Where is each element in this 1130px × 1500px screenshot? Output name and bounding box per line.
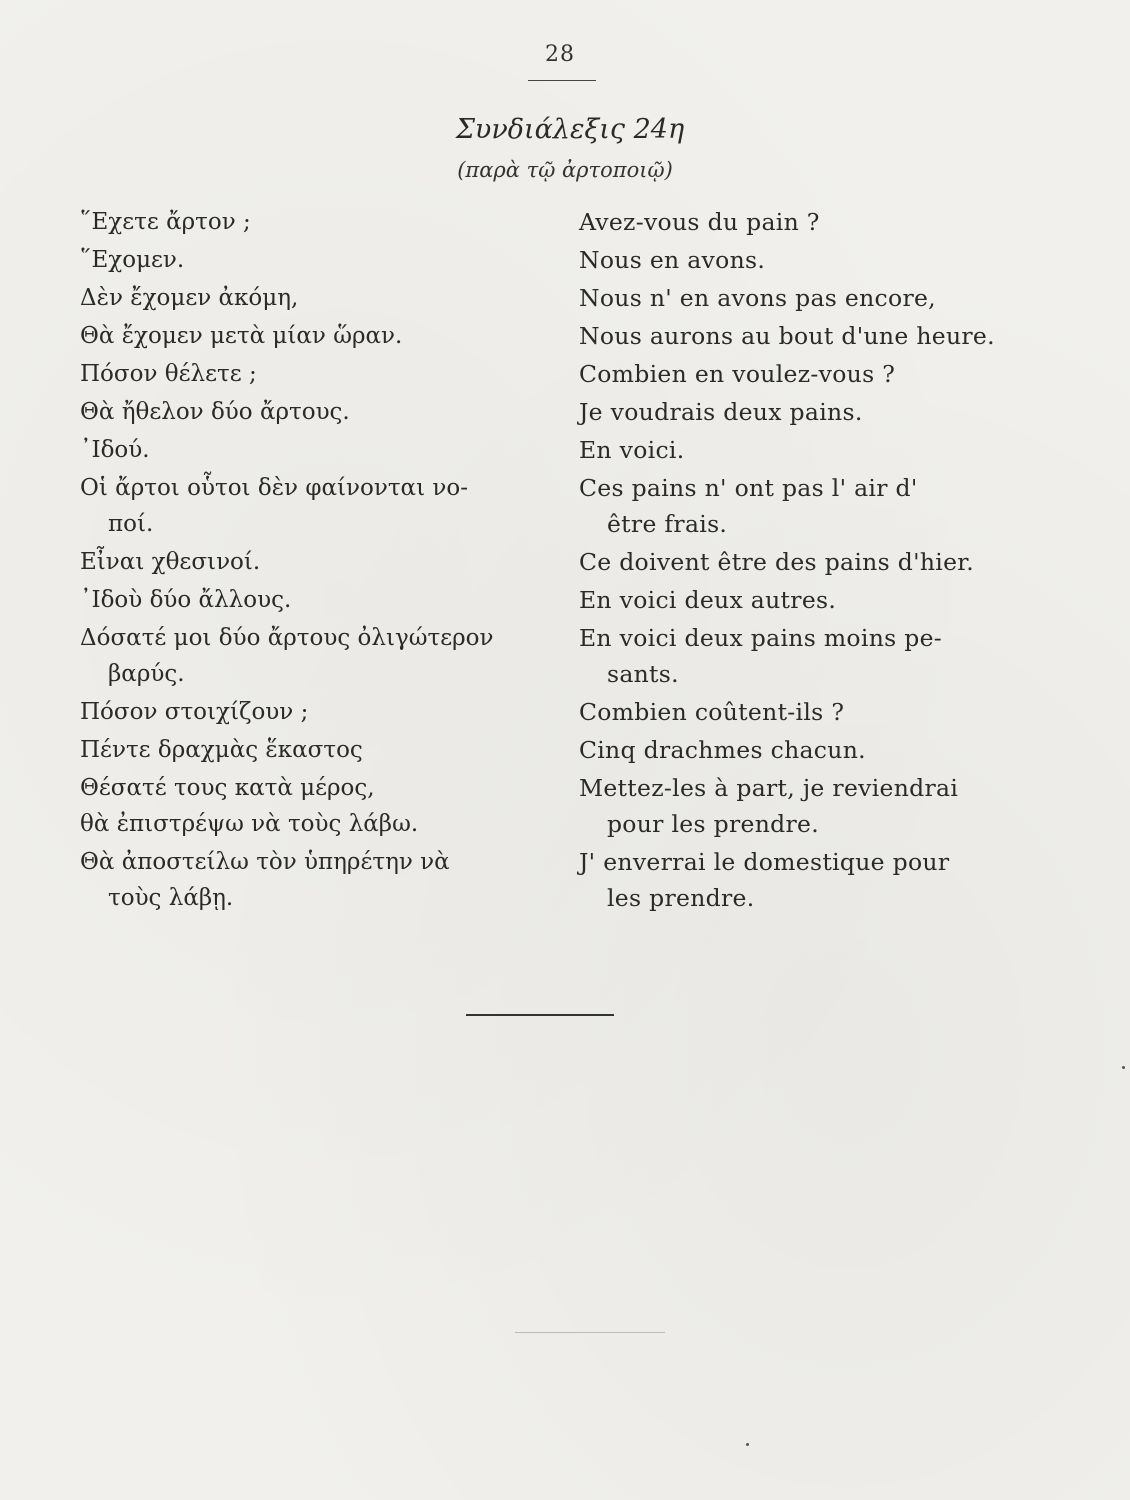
greek-text xyxy=(78,394,579,430)
french-text xyxy=(579,242,1038,278)
greek-line: Δόσατέ μοι δύο ἄρτους ὀλιγώτερον xyxy=(80,625,494,651)
dialogue-row xyxy=(78,318,1038,354)
french-line: En voici deux pains moins pe- xyxy=(578,624,943,652)
greek-line: Πόσον στοιχίζουν ; xyxy=(80,699,309,725)
page-title: Συνδιάλεξις 24η xyxy=(455,114,685,145)
greek-line: θὰ ἐπιστρέψω νὰ τοὺς λάβω. xyxy=(80,811,419,837)
french-line: Ce doivent être des pains d'hier. xyxy=(578,548,975,576)
greek-line: Πέντε δραχμὰς ἕκαστος xyxy=(80,737,363,763)
french-line: En voici. xyxy=(578,436,685,464)
dialogue-row xyxy=(78,432,1038,468)
french-text xyxy=(579,732,1038,768)
greek-line: Θέσατέ τους κατὰ μέρος, xyxy=(80,775,375,801)
dialogue-row xyxy=(78,204,1038,240)
french-line: J' enverrai le domestique pour xyxy=(578,848,950,876)
greek-line: Θὰ ἔχομεν μετὰ μίαν ὥραν. xyxy=(80,323,403,349)
french-text xyxy=(579,204,1038,240)
greek-text xyxy=(78,204,579,240)
french-text xyxy=(579,770,1038,842)
french-line: Nous n' en avons pas encore, xyxy=(578,284,936,312)
dialogue-row xyxy=(78,620,1038,692)
dialogue-row xyxy=(78,844,1038,916)
dialogue-row xyxy=(78,242,1038,278)
french-line: Nous aurons au bout d'une heure. xyxy=(578,322,995,350)
french-line-continuation: être frais. xyxy=(606,510,728,538)
greek-line: ῞Εχετε ἄρτον ; xyxy=(80,209,251,235)
dialogue-table xyxy=(78,204,1038,918)
greek-text xyxy=(78,318,579,354)
greek-line: Εἶναι χθεσινοί. xyxy=(80,549,261,575)
greek-line: ῞Εχομεν. xyxy=(80,247,185,273)
section-end-rule xyxy=(466,1014,614,1016)
greek-text xyxy=(78,280,579,316)
greek-line-continuation: ποί. xyxy=(108,511,154,537)
greek-line: ᾿Ιδού. xyxy=(80,437,150,463)
greek-text xyxy=(78,356,579,392)
french-line: Nous en avons. xyxy=(578,246,766,274)
dialogue-row xyxy=(78,394,1038,430)
show-through-rule xyxy=(515,1332,665,1333)
french-text xyxy=(579,318,1038,354)
french-line: Avez-vous du pain ? xyxy=(578,208,820,236)
french-text xyxy=(579,356,1038,392)
greek-line: Πόσον θέλετε ; xyxy=(80,361,257,387)
greek-line: Θὰ ἀποστείλω τὸν ὑπηρέτην νὰ xyxy=(80,849,450,875)
ink-speck xyxy=(1122,1066,1125,1069)
french-line-continuation: les prendre. xyxy=(606,884,755,912)
greek-text xyxy=(78,544,579,580)
dialogue-row xyxy=(78,280,1038,316)
french-text xyxy=(579,470,1038,542)
french-text xyxy=(579,844,1038,916)
french-line-continuation: sants. xyxy=(606,660,679,688)
page-number-rule xyxy=(528,80,596,81)
greek-text xyxy=(78,844,579,916)
french-text xyxy=(579,544,1038,580)
greek-text xyxy=(78,620,579,692)
french-line-continuation: pour les prendre. xyxy=(606,810,820,838)
french-text xyxy=(579,432,1038,468)
french-text xyxy=(579,694,1038,730)
french-line: Je voudrais deux pains. xyxy=(578,398,863,426)
greek-text xyxy=(78,732,579,768)
french-line: Combien en voulez-vous ? xyxy=(578,360,896,388)
greek-line: Δὲν ἔχομεν ἀκόμη, xyxy=(80,285,299,311)
french-text xyxy=(579,582,1038,618)
greek-text xyxy=(78,694,579,730)
greek-text xyxy=(78,770,579,842)
french-text xyxy=(579,394,1038,430)
french-line: Mettez-les à part, je reviendrai xyxy=(578,774,959,802)
dialogue-row xyxy=(78,770,1038,842)
page-subtitle: (παρὰ τῷ ἀρτοποιῷ) xyxy=(457,158,673,182)
page-number: 28 xyxy=(545,42,575,67)
french-text xyxy=(579,280,1038,316)
dialogue-row xyxy=(78,582,1038,618)
french-line: Cinq drachmes chacun. xyxy=(578,736,866,764)
greek-line: Οἱ ἄρτοι οὗτοι δὲν φαίνονται νο- xyxy=(80,475,469,501)
greek-line: ᾿Ιδοὺ δύο ἄλλους. xyxy=(80,587,292,613)
greek-line-continuation: τοὺς λάβῃ. xyxy=(108,885,234,911)
greek-line: Θὰ ἤθελον δύο ἄρτους. xyxy=(80,399,350,425)
greek-text xyxy=(78,242,579,278)
french-line: Combien coûtent-ils ? xyxy=(578,698,845,726)
dialogue-row xyxy=(78,732,1038,768)
french-line: En voici deux autres. xyxy=(578,586,837,614)
french-line: Ces pains n' ont pas l' air d' xyxy=(578,474,918,502)
ink-speck xyxy=(746,1443,749,1446)
greek-text xyxy=(78,470,579,542)
french-text xyxy=(579,620,1038,692)
dialogue-row xyxy=(78,694,1038,730)
dialogue-row xyxy=(78,470,1038,542)
greek-text xyxy=(78,582,579,618)
greek-line-continuation: βαρύς. xyxy=(108,661,185,687)
dialogue-row xyxy=(78,356,1038,392)
dialogue-row xyxy=(78,544,1038,580)
greek-text xyxy=(78,432,579,468)
